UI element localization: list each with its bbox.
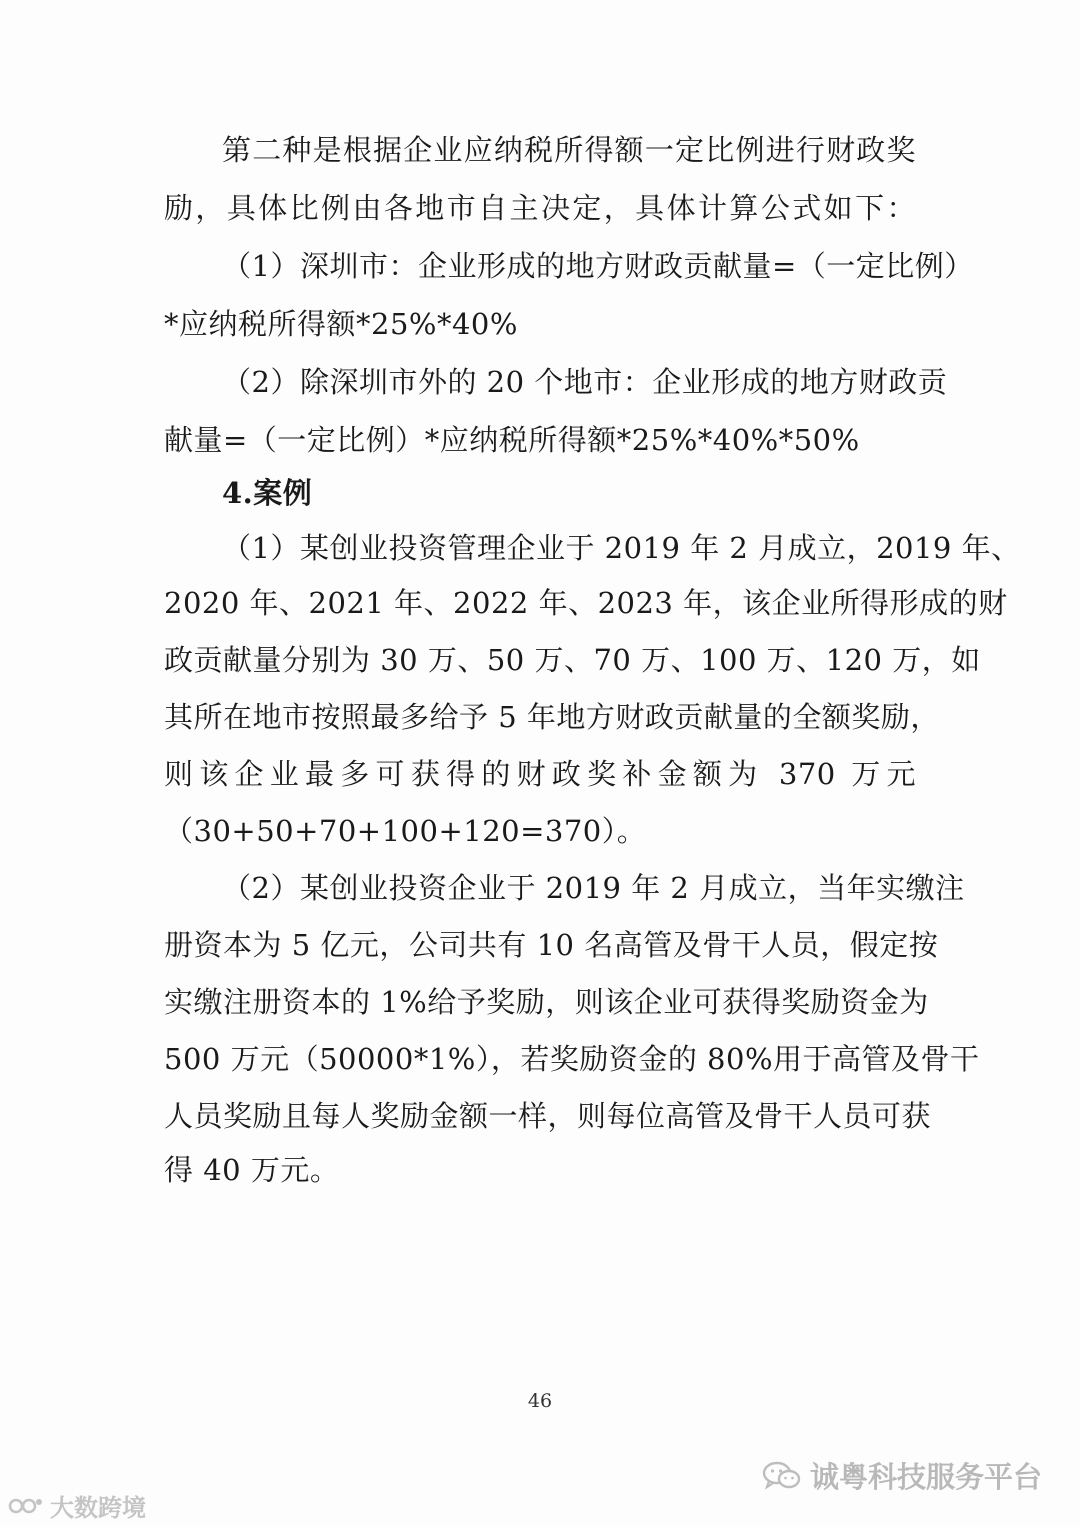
formula-others-line-2: 献量=（一定比例）*应纳税所得额*25%*40%*50%: [164, 423, 860, 457]
watermark-brand: [8, 1488, 146, 1523]
case1-line-5: 则该企业最多可获得的财政奖补金额为 370 万元: [164, 757, 916, 791]
case2-line-6: 得 40 万元。: [164, 1153, 340, 1187]
formula-shenzhen-line-1: （1）深圳市：企业形成的地方财政贡献量=（一定比例）: [222, 249, 974, 283]
page-number: 46: [527, 1390, 553, 1412]
formula-shenzhen-line-2: *应纳税所得额*25%*40%: [164, 307, 518, 341]
watermark-account-name: 诚粤科技服务平台: [809, 1460, 1042, 1494]
wechat-icon: [762, 1460, 802, 1492]
paragraph-line-2: 励，具体比例由各地市自主决定，具体计算公式如下：: [164, 191, 916, 225]
case1-line-2: 2020 年、2021 年、2022 年、2023 年，该企业所得形成的财: [164, 586, 1008, 620]
case1-line-3: 政贡献量分别为 30 万、50 万、70 万、100 万、120 万，如: [164, 643, 981, 677]
case2-line-2: 册资本为 5 亿元，公司共有 10 名高管及骨干人员，假定按: [164, 928, 939, 962]
case1-line-6: （30+50+70+100+120=370）。: [164, 814, 647, 848]
case1-line-1: （1）某创业投资管理企业于 2019 年 2 月成立，2019 年、: [222, 531, 1021, 565]
watermark-brand-name: 大数跨境: [50, 1494, 146, 1522]
case2-line-1: （2）某创业投资企业于 2019 年 2 月成立，当年实缴注: [222, 871, 965, 905]
case2-line-4: 500 万元（50000*1%），若奖励资金的 80%用于高管及骨干: [164, 1042, 980, 1076]
case1-line-4: 其所在地市按照最多给予 5 年地方财政贡献量的全额奖励，: [164, 700, 940, 734]
section-heading-case: 4.案例: [222, 476, 313, 510]
logo-icon: [8, 1493, 44, 1519]
watermark-account: [762, 1455, 1042, 1496]
case2-line-3: 实缴注册资本的 1%给予奖励，则该企业可获得奖励资金为: [164, 985, 929, 1019]
formula-others-line-1: （2）除深圳市外的 20 个地市：企业形成的地方财政贡: [222, 365, 948, 399]
case2-line-5: 人员奖励且每人奖励金额一样，则每位高管及骨干人员可获: [164, 1099, 932, 1133]
paragraph-line-1: 第二种是根据企业应纳税所得额一定比例进行财政奖: [222, 133, 916, 167]
